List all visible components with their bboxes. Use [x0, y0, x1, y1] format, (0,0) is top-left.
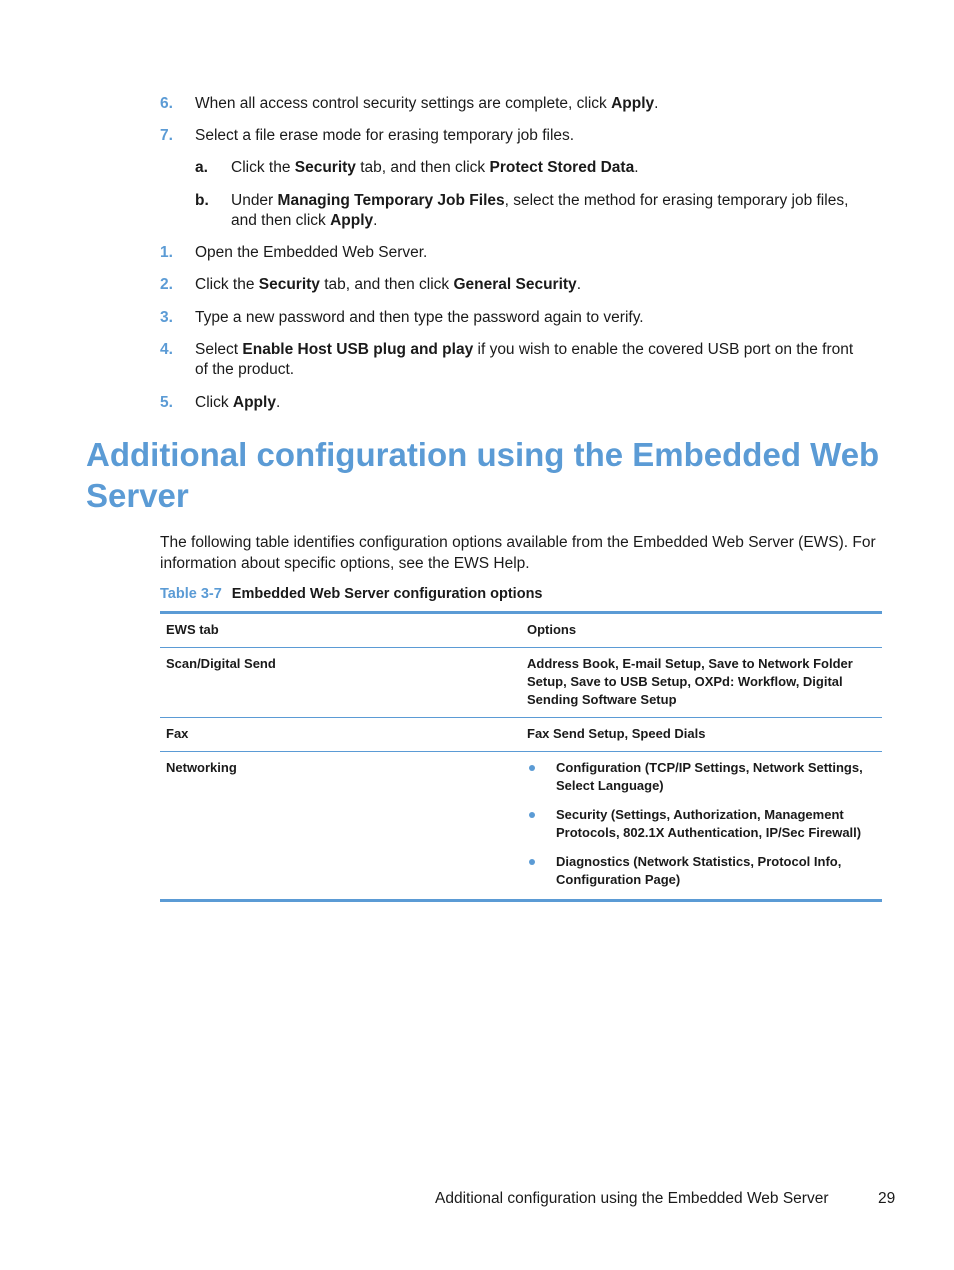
- step-bold: Security: [294, 159, 356, 176]
- step-text: Click the: [231, 159, 295, 176]
- step-text: Under: [231, 192, 278, 209]
- table-caption-title: Embedded Web Server configuration options: [231, 586, 543, 602]
- step-bold: General Security: [453, 276, 577, 293]
- step-5: [160, 393, 860, 413]
- step-text: .: [275, 394, 281, 411]
- step-bold: Enable Host USB plug and play: [242, 341, 474, 358]
- step-bold: Apply: [232, 394, 276, 411]
- intro-paragraph: The following table identifies configuration options available from the Embedded Web Server (EWS). For information about specific options, see the EWS Help.: [160, 534, 876, 572]
- table-cell-options: Address Book, E-mail Setup, Save to Network Folder Setup, Save to USB Setup, OXPd: Workflow, Digital Sending Software Setup: [521, 648, 882, 718]
- step-bold: Apply: [611, 95, 655, 112]
- step-number: 3.: [160, 309, 173, 326]
- table-cell-options: Fax Send Setup, Speed Dials: [521, 718, 882, 752]
- step-text: if you wish to enable the covered USB port on the front of the product.: [195, 341, 854, 378]
- table-cell-tab: Fax: [160, 718, 521, 752]
- step-6: [160, 94, 860, 114]
- step-text: .: [654, 95, 659, 112]
- step-number: 6.: [160, 95, 173, 112]
- list-item: [527, 759, 876, 795]
- bullet-icon: [529, 765, 535, 771]
- page-number: 29: [878, 1190, 896, 1207]
- table-cell-tab: Scan/Digital Send: [160, 648, 521, 718]
- section-heading: Additional configuration using the Embedded Web Server: [86, 436, 880, 514]
- bullet-text: Configuration (TCP/IP Settings, Network Settings, Select Language): [556, 760, 863, 793]
- step-text: tab, and then click: [319, 276, 454, 293]
- step-number: 2.: [160, 276, 173, 293]
- step-3: [160, 308, 860, 328]
- table-row: [160, 752, 882, 901]
- step-number: 1.: [160, 244, 173, 261]
- bullet-icon: [529, 812, 535, 818]
- options-bullet-list: [527, 759, 876, 889]
- step-text: Type a new password and then type the password again to verify.: [195, 309, 644, 326]
- step-text: .: [373, 212, 378, 229]
- step-text: .: [576, 276, 581, 293]
- list-item: [527, 806, 876, 842]
- table-caption-label: Table 3-7: [160, 586, 222, 602]
- step-text: .: [634, 159, 639, 176]
- substep-letter: b.: [195, 192, 209, 209]
- step-text: Click the: [195, 276, 259, 293]
- table-header-row: [160, 613, 882, 648]
- step-number: 5.: [160, 394, 173, 411]
- table-header-ews-tab: EWS tab: [160, 613, 521, 648]
- step-bold: Security: [258, 276, 320, 293]
- table-header-options: Options: [521, 613, 882, 648]
- footer-title: Additional configuration using the Embedded Web Server: [435, 1190, 829, 1207]
- step-text: Open the Embedded Web Server.: [195, 244, 428, 261]
- table-caption: [160, 586, 543, 602]
- table-cell-tab: Networking: [166, 760, 237, 775]
- step-number: 7.: [160, 127, 173, 144]
- step-text: Click: [195, 394, 233, 411]
- step-bold: Apply: [330, 212, 374, 229]
- table-cell-options: [521, 752, 882, 901]
- bullet-text: Security (Settings, Authorization, Management Protocols, 802.1X Authentication, IP/Sec Firewall): [556, 807, 862, 840]
- substep-letter: a.: [195, 159, 208, 176]
- list-item: [527, 853, 876, 889]
- step-7: [160, 126, 860, 146]
- step-text: , select the method for erasing temporary job files, and then click: [231, 192, 849, 229]
- step-2: [160, 275, 860, 295]
- step-number: 4.: [160, 341, 173, 358]
- step-text: When all access control security settings are complete, click: [195, 95, 612, 112]
- substep-b: [195, 191, 860, 231]
- step-text: Select: [195, 341, 243, 358]
- table-row: [160, 718, 882, 752]
- step-text: tab, and then click: [355, 159, 490, 176]
- bullet-icon: [529, 859, 535, 865]
- step-text: Select a file erase mode for erasing temporary job files.: [195, 127, 575, 144]
- substep-a: [195, 158, 860, 178]
- config-options-table: [160, 611, 882, 902]
- step-1: [160, 243, 860, 263]
- step-4: [160, 340, 860, 380]
- table-row: [160, 648, 882, 718]
- step-bold: Managing Temporary Job Files: [277, 192, 505, 209]
- step-bold: Protect Stored Data: [489, 159, 635, 176]
- bullet-text: Diagnostics (Network Statistics, Protocol Info, Configuration Page): [556, 854, 842, 887]
